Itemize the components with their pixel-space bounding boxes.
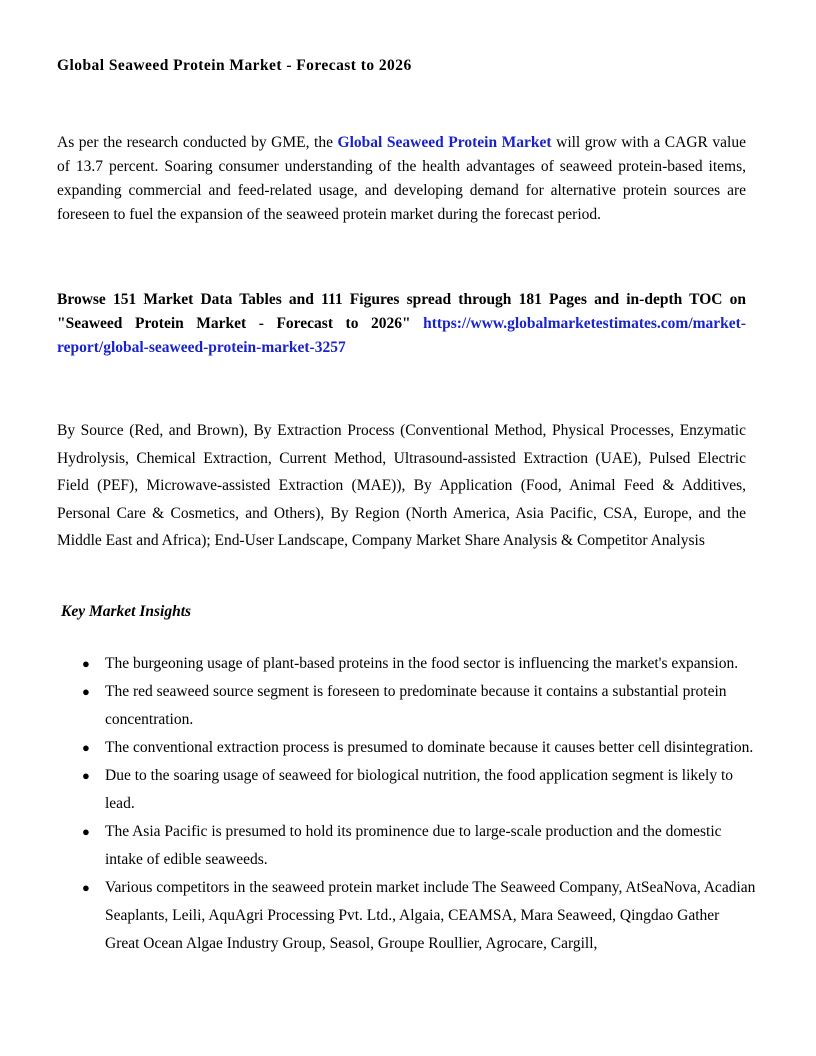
intro-text-after: will grow with a CAGR value of 13.7 percent. Soaring consumer understanding of the health advantages of seaweed protein-based items, expanding commercial and feed-related usage, and developing demand for alternative protein sources are foreseen to fuel the expansion of the seaweed protein market during the forecast period.: [57, 134, 746, 223]
list-item-text: The red seaweed source segment is foreseen to predominate because it contains a substantial protein concentration.: [105, 683, 727, 728]
list-item: [57, 734, 757, 762]
browse-text: Browse 151 Market Data Tables and 111 Figures spread through 181 Pages and in-depth TOC on "Seaweed Protein Market - Forecast to 2026": [57, 291, 746, 332]
document-title: Global Seaweed Protein Market - Forecast to 2026: [57, 57, 412, 74]
list-item: [57, 762, 757, 818]
bullet-icon: ●: [82, 768, 90, 783]
browse-paragraph: [57, 288, 746, 360]
list-item-text: The burgeoning usage of plant-based proteins in the food sector is influencing the market's expansion.: [105, 655, 739, 672]
report-url-link[interactable]: https://www.globalmarketestimates.com/market-report/global-seaweed-protein-market-3257: [57, 315, 746, 356]
market-link[interactable]: Global Seaweed Protein Market: [337, 134, 552, 151]
list-item-text: Due to the soaring usage of seaweed for biological nutrition, the food application segment is likely to lead.: [105, 767, 734, 812]
bullet-icon: ●: [82, 824, 90, 839]
list-item: [57, 650, 757, 678]
bullet-icon: ●: [82, 656, 90, 671]
list-item-text: The Asia Pacific is presumed to hold its prominence due to large-scale production and the domestic intake of edible seaweeds.: [105, 823, 722, 868]
list-item-text: The conventional extraction process is presumed to dominate because it causes better cell disintegration.: [105, 739, 754, 756]
intro-paragraph: [57, 131, 746, 227]
insights-list: [57, 650, 757, 958]
list-item-text: Various competitors in the seaweed protein market include The Seaweed Company, AtSeaNova, Acadian Seaplants, Leili, AquAgri Processing Pvt. Ltd., Algaia, CEAMSA, Mara Seaweed, Qingdao Gather Great Ocean Algae Industry Group, Seasol, Groupe Roullier, Agrocare, Cargill,: [105, 879, 756, 952]
bullet-icon: ●: [82, 740, 90, 755]
intro-text-before: As per the research conducted by GME, the: [57, 134, 338, 151]
bullet-icon: ●: [82, 880, 90, 895]
list-item: [57, 678, 757, 734]
bullet-icon: ●: [82, 684, 90, 699]
segmentation-paragraph: By Source (Red, and Brown), By Extraction Process (Conventional Method, Physical Processes, Enzymatic Hydrolysis, Chemical Extraction, Current Method, Ultrasound-assisted Extraction (UAE), Pulsed Electric Field (PEF), Microwave-assisted Extraction (MAE)), By Application (Food, Animal Feed & Additives, Personal Care & Cosmetics, and Others), By Region (North America, Asia Pacific, CSA, Europe, and the Middle East and Africa); End-User Landscape, Company Market Share Analysis & Competitor Analysis: [57, 422, 746, 549]
list-item: [57, 818, 757, 874]
key-insights-heading: Key Market Insights: [61, 603, 192, 620]
list-item: [57, 874, 757, 958]
